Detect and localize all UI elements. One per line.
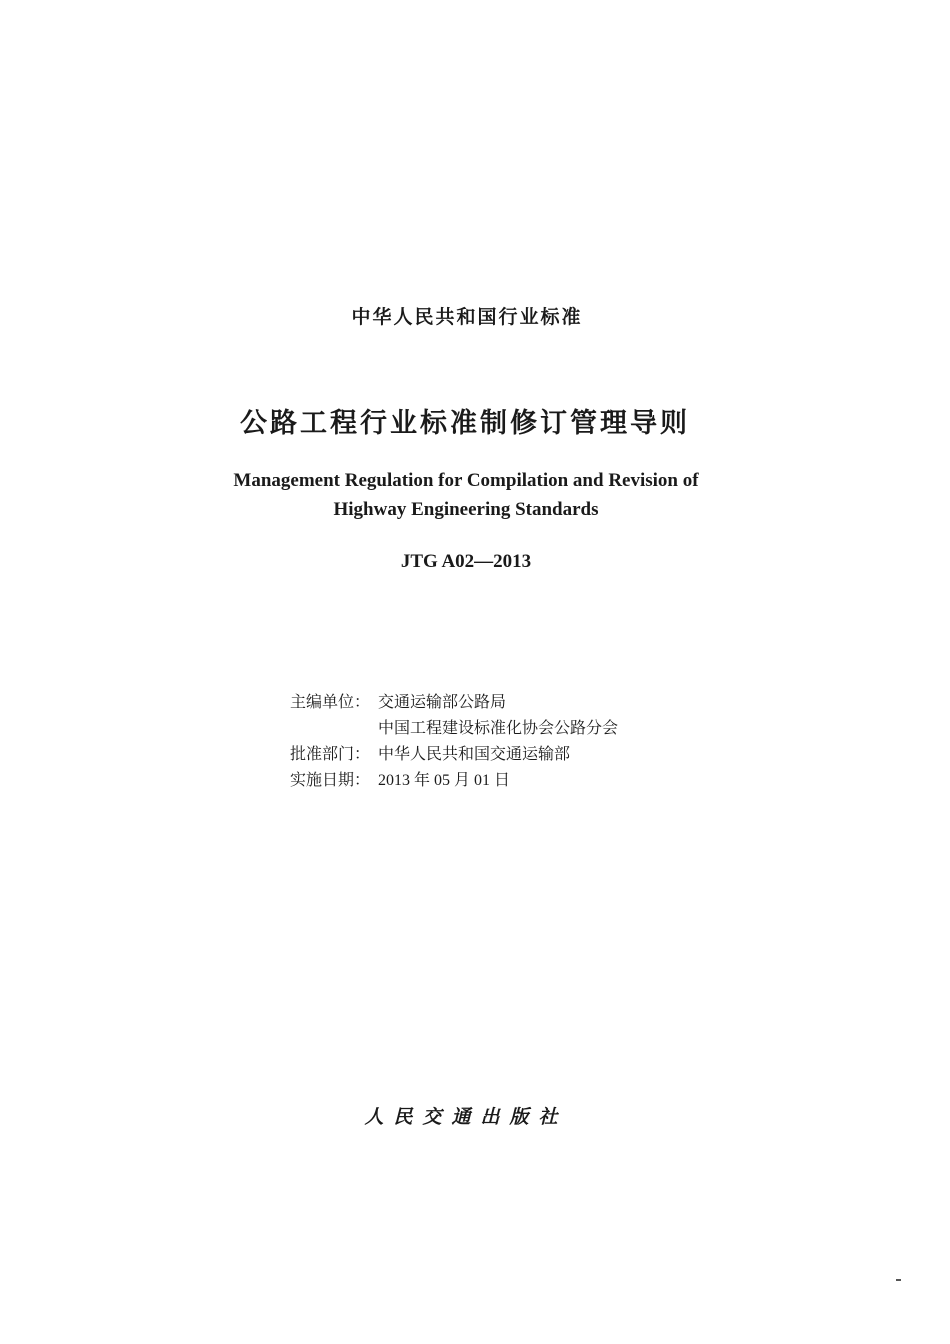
date-label: 实施日期： [290, 772, 371, 789]
approver-label: 批准部门： [290, 746, 371, 763]
approver-value: 中华人民共和国交通运输部 [378, 746, 571, 763]
standard-code: JTG A02—2013 [400, 551, 532, 572]
approver-row [290, 742, 618, 768]
editor-value-1: 交通运输部公路局 [378, 694, 507, 711]
english-title-line-2: Highway Engineering Standards [333, 499, 599, 520]
editor-label: 主编单位： [290, 694, 371, 711]
editor-value-2: 中国工程建设标准化协会公路分会 [378, 720, 619, 737]
info-label-spacer [290, 716, 378, 742]
chinese-title: 公路工程行业标准制修订管理导则 [240, 408, 690, 439]
date-value: 2013 年 05 月 01 日 [378, 772, 511, 789]
publisher-name: 人民交通出版社 [364, 1107, 568, 1128]
editor-row [290, 690, 618, 716]
scan-mark [896, 1279, 901, 1281]
publication-info [290, 690, 618, 794]
english-title-line-1: Management Regulation for Compilation and Revision of [233, 470, 699, 491]
editor-row-2 [290, 716, 618, 742]
standard-series-heading: 中华人民共和国行业标准 [351, 306, 583, 328]
english-title [0, 466, 932, 524]
date-row [290, 768, 618, 794]
